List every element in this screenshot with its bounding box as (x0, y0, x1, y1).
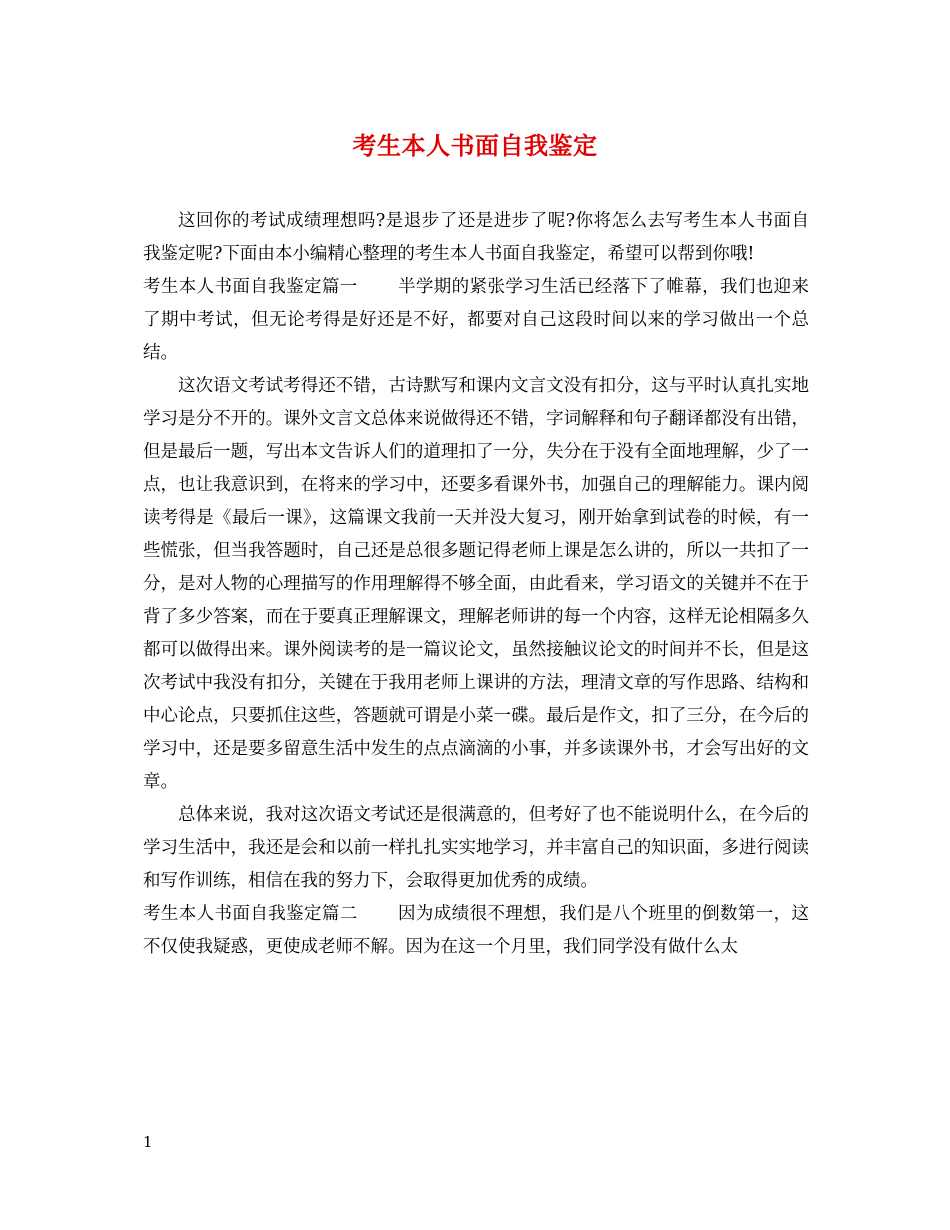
body-paragraph-exam-review: 这次语文考试考得还不错，古诗默写和课内文言文没有扣分，这与平时认真扎实地学习是分不开的。课外文言文总体来说做得还不错，字词解释和句子翻译都没有出错，但是最后一题，写出本文告诉人们的道理扣了一分，失分在于没有全面地理解，少了一点，也让我意识到，在将来的学习中，还要多看课外书，加强自己的理解能力。课内阅读考得是《最后一课》，这篇课文我前一天并没大复习，刚开始拿到试卷的时候，有一些慌张，但当我答题时，自己还是总很多题记得老师上课是怎么讲的，所以一共扣了一分，是对人物的心理描写的作用理解得不够全面，由此看来，学习语文的关键并不在于背了多少答案，而在于要真正理解课文，理解老师讲的每一个内容，这样无论相隔多久都可以做得出来。课外阅读考的是一篇议论文，虽然接触议论文的时间并不长，但是这次考试中我没有扣分，关键在于我用老师上课讲的方法，理清文章的写作思路、结构和中心论点，只要抓住这些，答题就可谓是小菜一碟。最后是作文，扣了三分，在今后的学习中，还是要多留意生活中发生的点点滴滴的小事，并多读课外书，才会写出好的文章。 (143, 376, 809, 792)
section-two-heading: 考生本人书面自我鉴定篇二 (143, 904, 358, 924)
page-title: 考生本人书面自我鉴定 (352, 131, 598, 160)
section-two-text: 因为成绩很不理想，我们是八个班里的倒数第一，这不仅使我疑惑，更使成老师不解。因为在这一个月里，我们同学没有做什么太 (143, 904, 810, 957)
section-one-paragraph (143, 271, 809, 370)
document-body (143, 205, 809, 964)
intro-paragraph: 这回你的考试成绩理想吗?是退步了还是进步了呢?你将怎么去写考生本人书面自我鉴定呢?下面由本小编精心整理的考生本人书面自我鉴定，希望可以帮到你哦! (143, 211, 809, 264)
section-one-text: 半学期的紧张学习生活已经落下了帷幕，我们也迎来了期中考试，但无论考得是好还是不好，都要对自己这段时间以来的学习做出一个总结。 (143, 277, 810, 363)
section-one-heading: 考生本人书面自我鉴定篇一 (143, 277, 358, 297)
section-two-paragraph (143, 898, 809, 964)
page-number: 1 (143, 1133, 153, 1151)
body-paragraph-summary: 总体来说，我对这次语文考试还是很满意的，但考好了也不能说明什么，在今后的学习生活中，我还是会和以前一样扎扎实实地学习，并丰富自己的知识面，多进行阅读和写作训练，相信在我的努力下，会取得更加优秀的成绩。 (143, 805, 809, 891)
